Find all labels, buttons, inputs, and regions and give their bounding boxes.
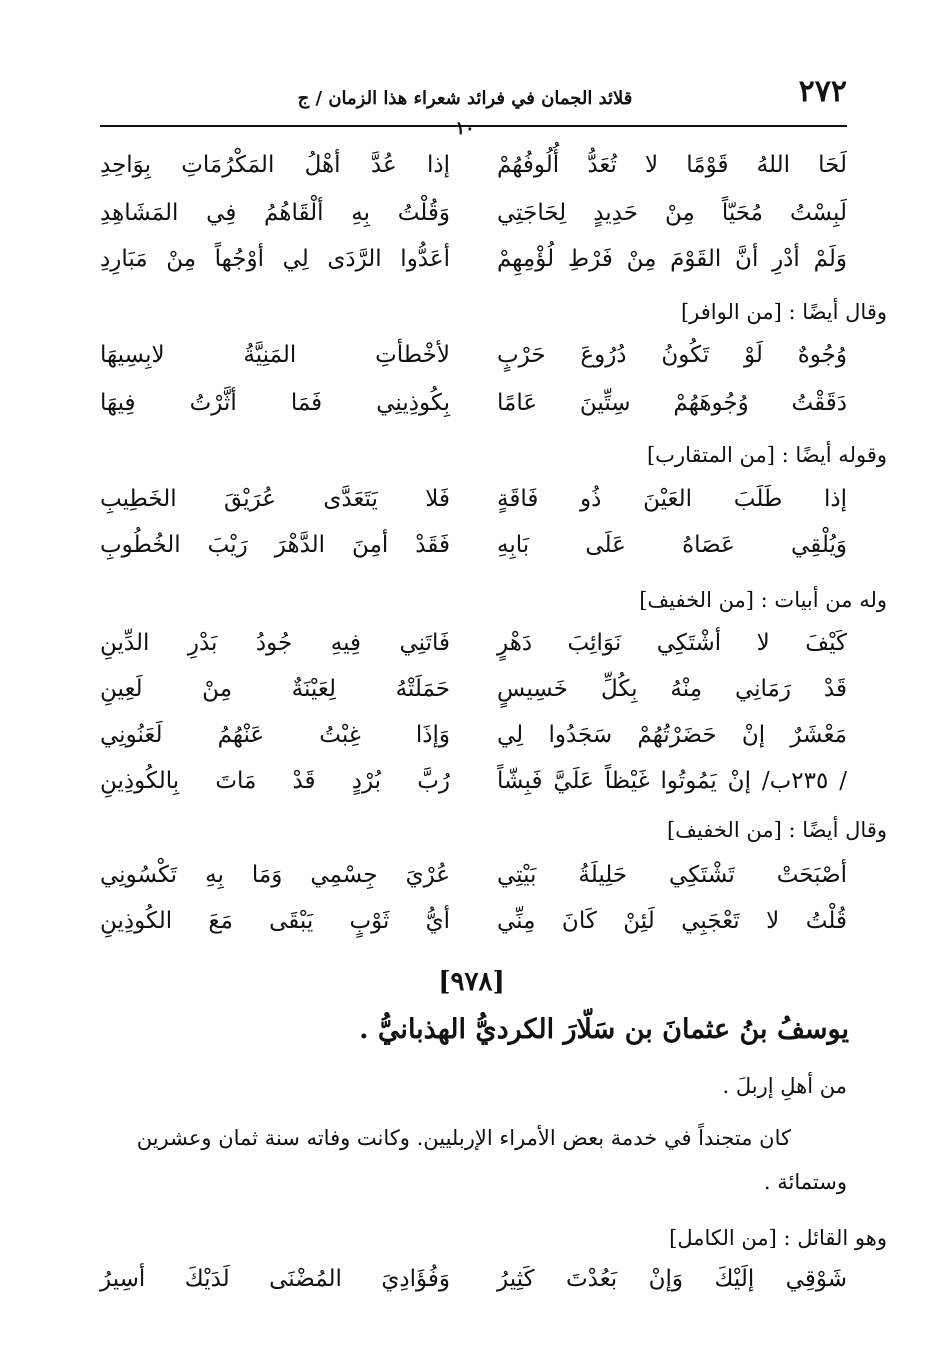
entry-biography: كان متجنداً في خدمة بعض الأمراء الإربليين. وكانت وفاته سنة ثمان وعشرين وستمائة . [136,1126,847,1194]
poem-intro: وقوله أيضًا : [من المتقارب] [646,443,887,467]
verse-line [100,1254,847,1304]
verse-second-hemistich: أعَدُّوا الرَّدَى لِي أوْجُهاً مِنْ مَبَارِدِ [100,246,450,272]
verse-line [100,710,847,760]
verse-second-hemistich: فَاتَنِي فِيهِ جُودُ بَدْرِ الدِّينِ [100,630,450,656]
verse-first-hemistich: قَدْ رَمَانِي مِنْهُ بِكُلِّ خَسِيسٍ [497,676,847,702]
entry-origin: من أهلِ إربلَ . [722,1074,847,1098]
poem-intro: وهو القائل : [من الكامل] [669,1226,887,1250]
verse-line [100,188,847,238]
poem-intro: وله من أبيات : [من الخفيف] [639,588,887,612]
verse-line [100,896,847,946]
entry-heading: يوسفُ بنُ عثمانَ بن سَلّارَ الكرديُّ الهذبانيُّ . [359,1014,849,1045]
verse-line [100,664,847,714]
verse-first-hemistich: لَحَا اللهُ قَوْمًا لا تُعَدُّ أُلُوفُهُمْ [497,152,847,178]
verse-first-hemistich: مَعْشَرٌ إنْ حَضَرْتُهُمْ سَجَدُوا لِي [497,722,847,748]
page-number: ٢٧٢ [798,74,847,109]
verse-line [100,140,847,190]
verse-second-hemistich: وَقُلْتُ بِهِ ألْقَاهُمُ فِي المَشَاهِدِ [100,200,450,226]
verse-line [100,234,847,284]
verse-first-hemistich: وُجُوهٌ لَوْ تَكُونُ دُرُوعَ حَرْبٍ [497,342,847,368]
verse-first-hemistich: وَيُلْقِي عَصَاهُ عَلَى بَابِهِ [497,532,847,558]
verse-first-hemistich: قُلْتُ لا تَعْجَبِي لَئِنْ كَانَ مِنِّي [497,908,847,934]
verse-second-hemistich: عُرْيَ جِسْمِي وَمَا بِهِ تَكْسُونِي [100,862,450,888]
verse-line [100,618,847,668]
verse-line [100,378,847,428]
entry-number: [٩٧٨] [438,967,505,997]
verse-line [100,850,847,900]
verse-second-hemistich: أيُّ ثَوْبٍ يَبْقَى مَعَ الكُوذِينِ [100,908,450,934]
verse-line [100,474,847,524]
verse-second-hemistich: فَقَدْ أمِنَ الدَّهْرَ رَيْبَ الخُطُوبِ [100,532,450,558]
verse-second-hemistich: فَلا يَتَعَدَّى عُرَيْقَ الخَطِيبِ [100,486,450,512]
verse-line [100,756,847,806]
verse-second-hemistich: وَإذَا غِبْتُ عَنْهُمُ لَعَنُونِي [100,722,450,748]
verse-second-hemistich: لأخْطأتِ المَنِيَّةُ لابِسِيهَا [100,342,450,368]
verse-first-hemistich: لَبِسْتُ مُحَيّاً مِنْ حَدِيدٍ لِحَاجَتِي [497,200,847,226]
verse-first-hemistich: إذا طَلَبَ العَيْنَ ذُو فَاقَةٍ [497,486,847,512]
poem-intro: وقال أيضًا : [من الوافر] [680,300,887,324]
header-rule [100,125,847,127]
verse-first-hemistich: / ٢٣٥ب/ إنْ يَمُوتُوا غَيْظاً عَلَيَّ فَبِشّاً [497,768,847,794]
running-title: قلائد الجمان في فرائد شعراء هذا الزمان / ج ١٠ [297,88,633,139]
verse-second-hemistich: وَفُؤَادِيَ المُضْنَى لَدَيْكَ أسِيرُ [100,1266,450,1292]
verse-second-hemistich: إذا عُدَّ أهْلُ المَكْرُمَاتِ بِوَاحِدِ [100,152,450,178]
verse-line [100,520,847,570]
verse-second-hemistich: رُبَّ بُرْدٍ قَدْ مَاتَ بِالكُوذِينِ [100,768,450,794]
verse-second-hemistich: حَمَلَتْهُ لِعَيْنَةٌ مِنْ لَعِينِ [100,676,450,702]
verse-first-hemistich: كَيْفَ لا أشْتَكِي نَوَائِبَ دَهْرٍ [497,630,847,656]
verse-line [100,330,847,380]
verse-first-hemistich: شَوْقِي إلَيْكَ وَإنْ بَعُدْتَ كَثِيرُ [497,1266,847,1292]
poem-intro: وقال أيضًا : [من الخفيف] [666,818,887,842]
verse-first-hemistich: وَلَمْ أدْرِ أنَّ القَوْمَ مِنْ فَرْطِ لُؤْمِهِمْ [497,246,847,272]
verse-first-hemistich: أصْبَحَتْ تَشْتَكِي حَلِيلَةُ بَيْتِي [497,862,847,888]
verse-second-hemistich: بِكُوذِينِي فَمَا أثَّرْتُ فِيهَا [100,390,450,416]
verse-first-hemistich: دَقَقْتُ وُجُوهَهُمْ سِتِّينَ عَامًا [497,390,847,416]
